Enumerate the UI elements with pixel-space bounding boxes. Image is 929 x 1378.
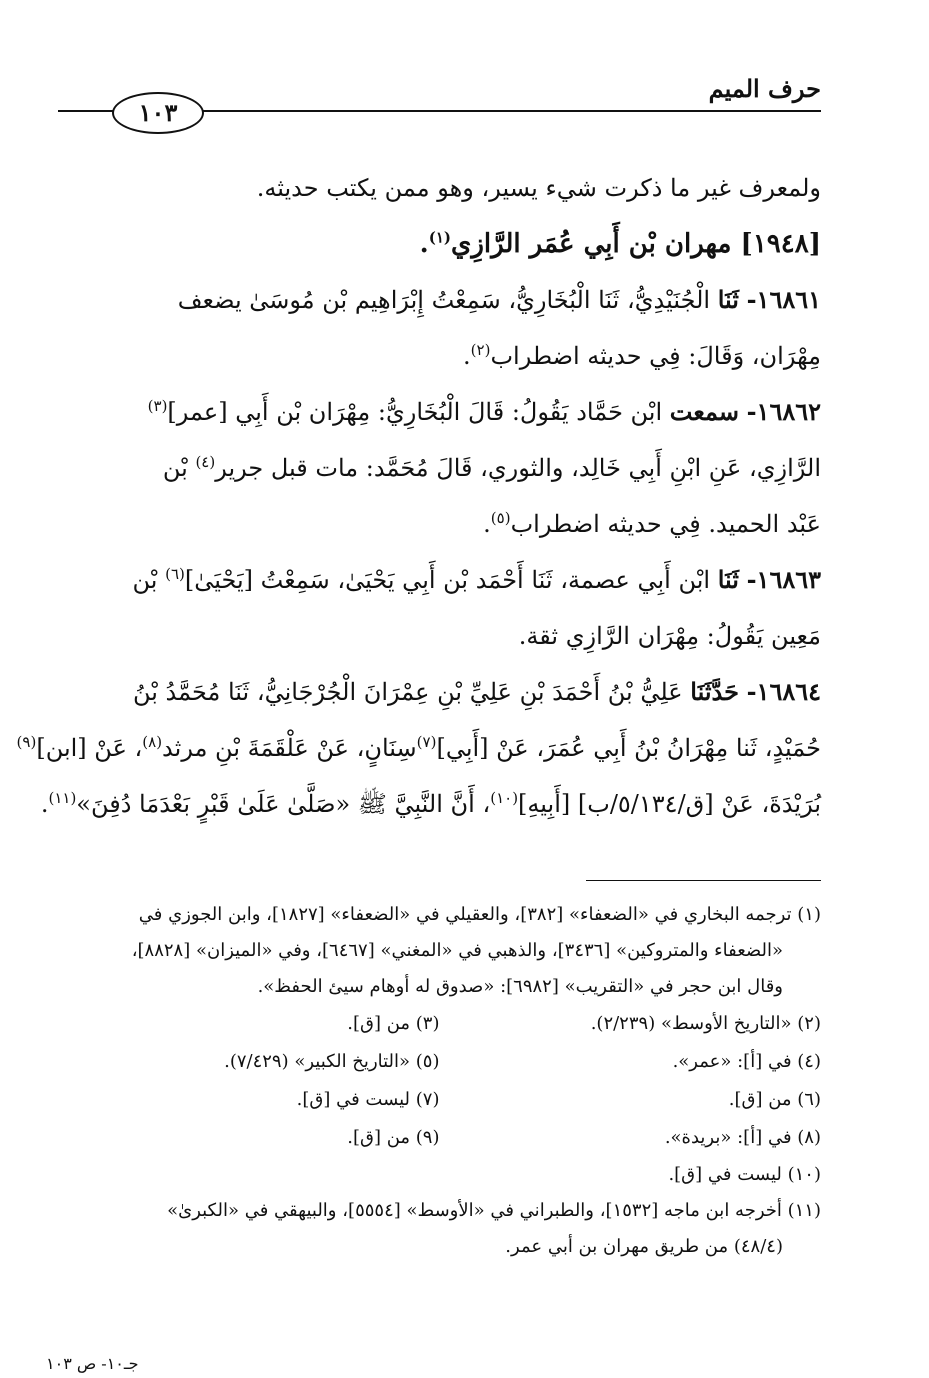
footnote-3: (٣) من [ق]. <box>347 1013 440 1034</box>
hadith-16861-line2 <box>58 328 821 384</box>
footnote-row <box>58 1119 821 1157</box>
hadith-text: بْن <box>162 454 188 482</box>
hadith-text: ، أَنَّ النَّبِيَّ ﷺ «صَلَّىٰ عَلَىٰ قَبْرٍ بَعْدَمَا دُفِنَ» <box>76 790 491 818</box>
hadith-text: بْن <box>132 566 158 594</box>
narration-keyword: حَدَّثَنَا <box>690 677 739 706</box>
hadith-16861-line1 <box>58 272 821 328</box>
hadith-16864-line2 <box>16 720 821 776</box>
hadith-text: عَلِيُّ بْنُ أَحْمَدَ بْنِ عَلِيِّ بْنِ عِمْرَانَ الْجُرْجَانِيُّ، ثَنَا مُحَمَّدُ بْنُ <box>132 678 683 706</box>
hadith-text: سِنَانٍ، عَنْ عَلْقَمَةَ بْنِ مرثد <box>162 734 417 762</box>
hadith-text: الرَّازِي، عَنِ ابْنِ أَبِي خَالِد، والثوري، قَالَ مُحَمَّد: مات قبل جرير <box>215 454 821 482</box>
footnote-1-line3: وقال ابن حجر في «التقريب» [٦٩٨٢]: «صدوق له أوهام سيئ الحفظ». <box>257 976 783 997</box>
main-text <box>16 160 821 832</box>
punctuation: . <box>40 790 49 818</box>
hadith-text: مَعِين يَقُولُ: مِهْرَان الرَّازِي ثقة. <box>518 622 821 650</box>
hadith-16862-line2 <box>58 440 821 496</box>
footnote-7: (٧) ليست في [ق]. <box>296 1089 440 1110</box>
footnote-ref: (٦) <box>165 565 185 583</box>
hadith-text: عَبْد الحميد. فِي حديثه اضطراب <box>510 510 821 538</box>
footnote-5: (٥) «التاريخ الكبير» (٧/٤٢٩). <box>224 1051 440 1072</box>
footnote-ref: (١٠) <box>490 789 519 807</box>
hadith-text: حُمَيْدٍ، ثَنا مِهْرَانُ بْنُ أَبِي عُمَرَ، عَنْ [أَبِي] <box>436 734 821 762</box>
footnote-6: (٦) من [ق]. <box>728 1089 821 1110</box>
narration-keyword: ثَنَا <box>717 565 739 594</box>
footnote-2: (٢) «التاريخ الأوسط» (٢/٢٣٩). <box>590 1013 821 1034</box>
footnote-10: (١٠) ليست في [ق]. <box>668 1164 821 1185</box>
footnote-1-line1: (١) ترجمه البخاري في «الضعفاء» [٣٨٢]، والعقيلي في «الضعفاء» [١٨٢٧]، وابن الجوزي في <box>138 904 821 925</box>
footnote-ref: (٩) <box>16 733 37 751</box>
hadith-16862-line3 <box>58 496 821 552</box>
footnote-ref: (٧) <box>416 733 437 751</box>
footnote-row <box>58 1081 821 1119</box>
footnote-ref: (٢) <box>470 341 491 359</box>
hadith-16864-line3 <box>40 776 821 832</box>
punctuation: . <box>419 229 429 259</box>
entry-name: مهران بْن أَبِي عُمَر الرَّازِي <box>451 229 732 259</box>
footnote-ref: (١) <box>428 228 451 247</box>
narration-keyword: ثَنَا <box>717 285 739 314</box>
entry-heading <box>58 216 821 272</box>
footnotes <box>58 897 821 1265</box>
hadith-16862-line1 <box>58 384 821 440</box>
hadith-number: ١٦٨٦١- <box>746 285 821 314</box>
hadith-text: ابْن حَمَّاد يَقُولُ: قَالَ الْبُخَارِيُّ: مِهْرَان بْن أَبِي [عمر] <box>167 398 663 426</box>
hadith-16863-line1 <box>58 552 821 608</box>
footnote-separator <box>586 880 821 881</box>
footnote-ref: (٤) <box>195 453 216 471</box>
hadith-text: مِهْرَان، وَقَالَ: فِي حديثه اضطراب <box>490 342 821 370</box>
page-number: ١٠٣ <box>112 92 204 134</box>
hadith-number: ١٦٨٦٣- <box>746 565 821 594</box>
footnote-row <box>58 1043 821 1081</box>
hadith-text: الْجُنَيْدِيُّ، ثَنَا الْبُخَارِيُّ، سَمِعْتُ إِبْرَاهِيم بْن مُوسَىٰ يضعف <box>177 286 711 314</box>
hadith-text: ، عَنْ [ابن] <box>36 734 143 762</box>
hadith-number: ١٦٨٦٢- <box>746 397 821 426</box>
chapter-header-title: حرف الميم <box>708 74 821 103</box>
footnote-ref: (٥) <box>490 509 511 527</box>
hadith-text: بُرَيْدَةَ، عَنْ [ق/٥/١٣٤/ب] [أَبِيهِ] <box>518 790 821 818</box>
narration-keyword: سمعت <box>669 397 739 426</box>
footnote-ref: (٨) <box>142 733 163 751</box>
punctuation: . <box>463 342 471 370</box>
footnote-8: (٨) في [أ]: «بريدة». <box>664 1127 821 1148</box>
footnote-9: (٩) من [ق]. <box>347 1127 440 1148</box>
hadith-16864-line1 <box>58 664 821 720</box>
hadith-number: ١٦٨٦٤- <box>746 677 821 706</box>
footnote-1-line2: «الضعفاء والمتروكين» [٣٤٣٦]، والذهبي في «المغني» [٦٤٦٧]، وفي «الميزان» [٨٨٢٨]، <box>131 940 783 961</box>
footnote-11-line1: (١١) أخرجه ابن ماجه [١٥٣٢]، والطبراني في «الأوسط» [٥٥٥٤]، والبيهقي في «الكبرىٰ» <box>167 1200 821 1221</box>
footnote-ref: (١١) <box>48 789 77 807</box>
volume-page-signature: جـ١٠- ص ١٠٣ <box>46 1354 139 1373</box>
entry-number: [١٩٤٨] <box>740 229 821 259</box>
hadith-text: ابْن أَبِي عصمة، ثَنَا أَحْمَد بْن أَبِي يَحْيَىٰ، سَمِعْتُ [يَحْيَىٰ] <box>184 566 711 594</box>
footnote-11-line2: (٤٨/٤) من طريق مهران بن أبي عمر. <box>505 1236 783 1257</box>
punctuation: . <box>483 510 491 538</box>
hadith-16863-line2 <box>58 608 821 664</box>
footnote-ref: (٣) <box>147 397 168 415</box>
intro-line: ولمعرف غير ما ذكرت شيء يسير، وهو ممن يكتب حديثه. <box>256 174 821 202</box>
footnote-row <box>58 1005 821 1043</box>
footnote-4: (٤) في [أ]: «عمر». <box>672 1051 821 1072</box>
